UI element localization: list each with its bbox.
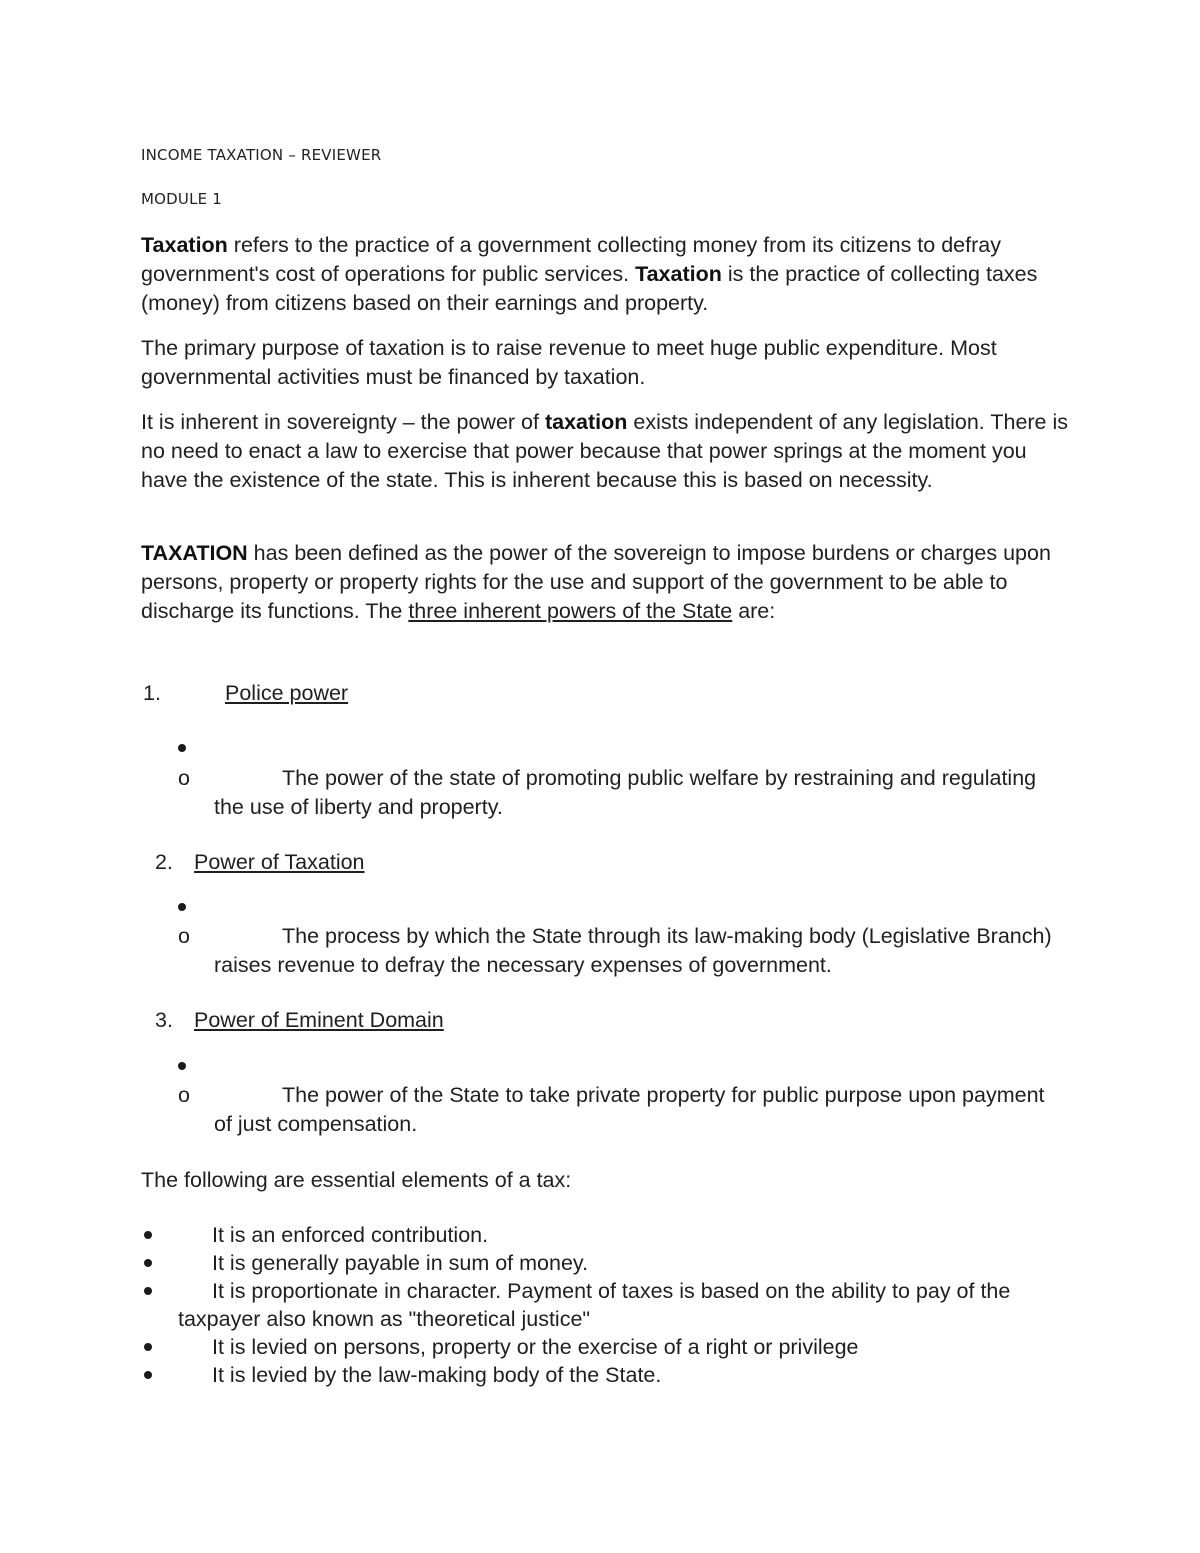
circle-bullet-icon: o	[178, 766, 190, 790]
purpose-paragraph: The primary purpose of taxation is to raise revenue to meet huge public expenditure. Most governmental activities must be financed by taxation.	[141, 336, 997, 389]
bullet-icon	[178, 1062, 186, 1070]
taxation-definition-paragraph: Taxation refers to the practice of a government collecting money from its citizens to defray government's cost of operations for public services. Taxation is the practice of collecting taxes (money) from citizens based on their earnings and property.	[141, 233, 1038, 315]
bullet-icon	[144, 1343, 152, 1351]
bullet-icon	[144, 1259, 152, 1267]
list-item-power-of-taxation	[155, 848, 365, 877]
power-description: The power of the State to take private property for public purpose upon payment of just compensation.	[214, 1083, 1045, 1136]
power-title: Power of Eminent Domain	[194, 1008, 444, 1032]
power-title: Power of Taxation	[194, 850, 365, 874]
inherent-paragraph: It is inherent in sovereignty – the power of taxation exists independent of any legislation. There is no need to enact a law to exercise that power because that power springs at the moment you have the existence of the state. This is inherent because this is based on necessity.	[141, 410, 1069, 492]
power-description: The process by which the State through its law-making body (Legislative Branch) raises revenue to defray the necessary expenses of government.	[214, 924, 1052, 977]
bold-term: Taxation	[635, 262, 722, 286]
module-heading: MODULE 1	[141, 190, 223, 208]
elements-intro: The following are essential elements of a tax:	[141, 1168, 572, 1192]
circle-bullet-icon: o	[178, 1083, 190, 1107]
bold-term: Taxation	[141, 233, 228, 257]
list-item: It is levied by the law-making body of the State.	[212, 1363, 662, 1387]
list-number: 3.	[155, 1008, 173, 1032]
bullet-icon	[178, 903, 186, 911]
list-item: It is an enforced contribution.	[212, 1223, 489, 1247]
list-item-police-power	[143, 679, 349, 708]
document-title: INCOME TAXATION – REVIEWER	[141, 146, 382, 164]
power-title: Police power	[225, 681, 349, 705]
bold-term: TAXATION	[141, 541, 248, 565]
bullet-icon	[178, 744, 186, 752]
bullet-icon	[144, 1371, 152, 1379]
underlined-phrase: three inherent powers of the State	[408, 599, 733, 623]
taxation-power-paragraph: TAXATION has been defined as the power of the sovereign to impose burdens or charges upon persons, property or property rights for the use and support of the government to be able to discharge its functions. The three inherent powers of the State are:	[141, 541, 1051, 623]
list-item: It is levied on persons, property or the exercise of a right or privilege	[212, 1335, 859, 1359]
bullet-icon	[144, 1231, 152, 1239]
list-number: 2.	[155, 850, 173, 874]
list-item: It is proportionate in character. Payment of taxes is based on the ability to pay of the taxpayer also known as "theoretical justice"	[178, 1279, 1011, 1331]
power-description: The power of the state of promoting public welfare by restraining and regulating the use of liberty and property.	[214, 766, 1037, 819]
list-number: 1.	[143, 681, 161, 705]
circle-bullet-icon: o	[178, 924, 190, 948]
list-item: It is generally payable in sum of money.	[212, 1251, 589, 1275]
list-item-power-of-eminent-domain	[155, 1006, 444, 1035]
bullet-icon	[144, 1287, 152, 1295]
bold-term: taxation	[544, 410, 628, 434]
